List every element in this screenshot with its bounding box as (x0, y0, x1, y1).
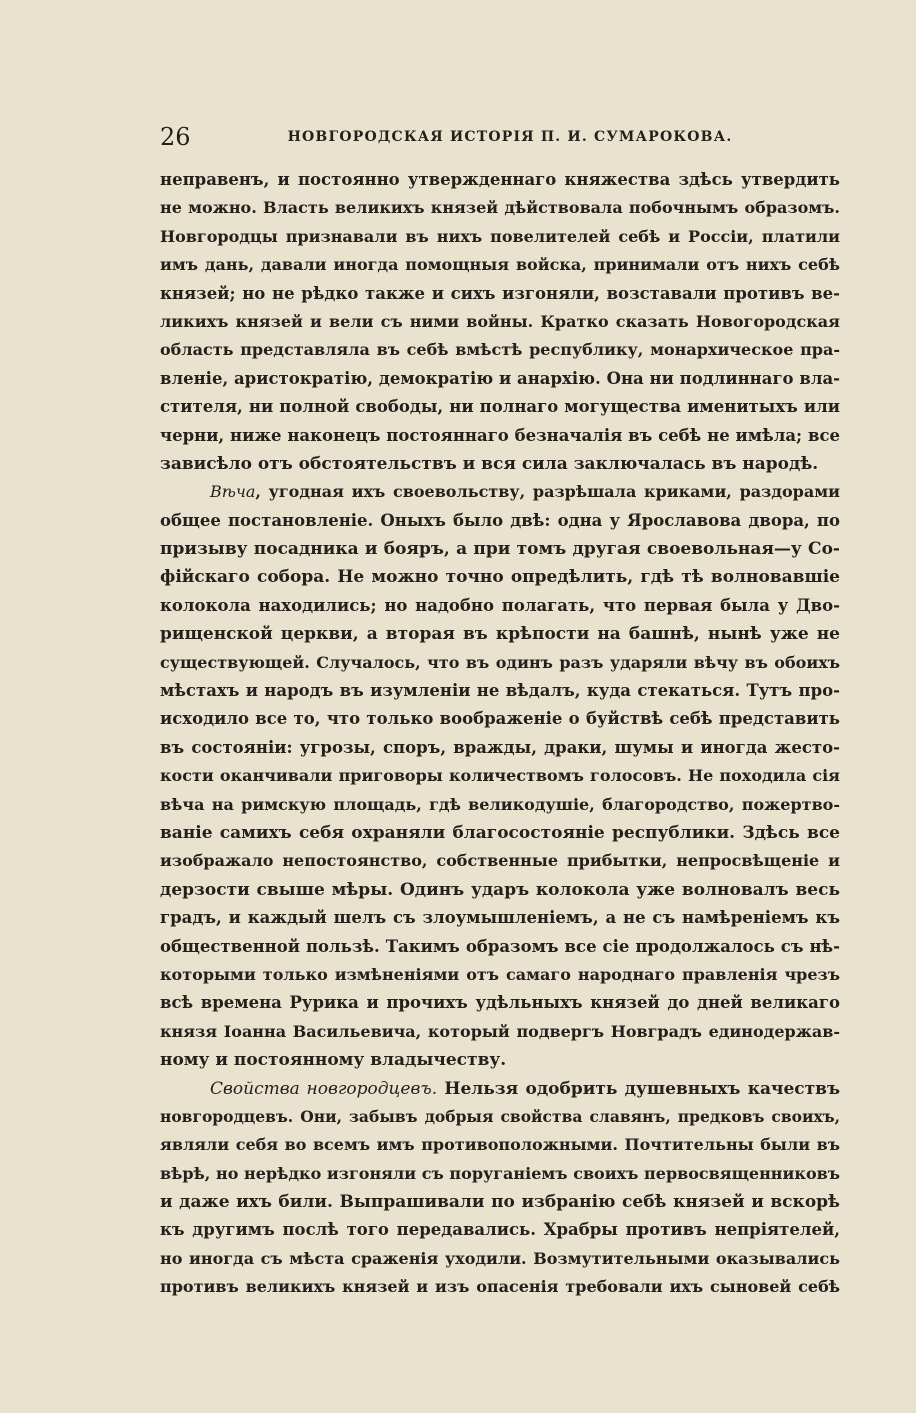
text-line: имъ дань, давали иногда помощныя войска, принимали отъ нихъ себѣ (160, 255, 840, 275)
text-line: вѣча на римскую площадь, гдѣ великодушіе, благородство, пожертво- (160, 794, 840, 814)
text-line: ликихъ князей и вели съ ними войны. Кратко сказать Новогородская (160, 311, 840, 331)
text-line: зависѣло отъ обстоятельствъ и вся сила заключалась въ народѣ. (160, 453, 819, 474)
text-line: стителя, ни полной свободы, ни полнаго могущества именитыхъ или (160, 397, 840, 417)
text-line: ваніе самихъ себя охраняли благосостояніе республики. Здѣсь все (160, 822, 840, 843)
text-line: противъ великихъ князей и изъ опасенія требовали ихъ сыновей себѣ (160, 1277, 840, 1297)
text-line: Новгородцы признавали въ нихъ повелителей себѣ и Россіи, платили (160, 226, 840, 246)
text-line: въ состояніи: угрозы, споръ, вражды, драки, шумы и иногда жесто- (160, 737, 840, 757)
page-number: 26 (160, 123, 191, 151)
text-line: изображало непостоянство, собственные прибытки, непросвѣщеніе и (160, 851, 840, 871)
text-line: дерзости свыше мѣры. Одинъ ударъ колокола уже волновалъ весь (160, 879, 840, 900)
page-header (160, 122, 840, 152)
page-body (160, 166, 840, 1302)
text-line: общее постановленіе. Оныхъ было двѣ: одна у Ярославова двора, по (160, 510, 840, 530)
text-line (160, 1075, 840, 1103)
text-line (160, 478, 840, 506)
text-line: кости оканчивали приговоры количествомъ голосовъ. Не походила сія (160, 766, 840, 786)
text-line: фійскаго собора. Не можно точно опредѣлить, гдѣ тѣ волновавшіе (160, 567, 840, 588)
text-line: черни, ниже наконецъ постояннаго безначалія въ себѣ не имѣла; все (160, 425, 840, 445)
paragraph-3 (160, 1075, 840, 1302)
text-line: общественной пользѣ. Такимъ образомъ все сіе продолжалось съ нѣ- (160, 936, 840, 956)
text-line: вленіе, аристократію, демократію и анархію. Она ни подлиннаго вла- (160, 368, 840, 388)
text-line: всѣ времена Рурика и прочихъ удѣльныхъ князей до дней великаго (160, 993, 840, 1013)
running-title: НОВГОРОДСКАЯ ИСТОРІЯ П. И. СУМАРОКОВА. (287, 129, 733, 145)
text-line: призыву посадника и бояръ, а при томъ другая своевольная—у Со- (160, 539, 840, 560)
text-line: градъ, и каждый шелъ съ злоумышленіемъ, а не съ намѣреніемъ къ (160, 908, 840, 928)
paragraph-lead-italic: Вѣча (210, 482, 256, 502)
text-line: существующей. Случалось, что въ одинъ разъ ударяли вѣчу въ обоихъ (160, 652, 840, 672)
text-line: исходило все то, что только воображеніе о буйствѣ себѣ представить (160, 709, 840, 729)
text-line: князей; но не рѣдко также и сихъ изгоняли, возставали противъ ве- (160, 283, 840, 303)
text-line: колокола находились; но надобно полагать, что первая была у Дво- (160, 595, 840, 615)
first-line-rest: , угодная ихъ своевольству, разрѣшала криками, раздорами (255, 482, 840, 502)
paragraph-1 (160, 166, 840, 478)
text-line: рищенской церкви, а вторая въ крѣпости на башнѣ, нынѣ уже не (160, 624, 840, 645)
text-line: и даже ихъ били. Выпрашивали по избранію себѣ князей и вскорѣ (160, 1192, 840, 1213)
text-line: но иногда съ мѣста сраженія уходили. Возмутительными оказывались (160, 1248, 840, 1268)
first-line-rest: Нельзя одобрить душевныхъ качествъ (437, 1078, 840, 1099)
text-line: ному и постоянному владычеству. (160, 1050, 507, 1071)
paragraph-2 (160, 478, 840, 1074)
text-line: мѣстахъ и народъ въ изумленіи не вѣдалъ, куда стекаться. Тутъ про- (160, 681, 840, 701)
text-line: князя Іоанна Васильевича, который подвергъ Новградъ единодержав- (160, 1021, 840, 1041)
text-line: не можно. Власть великихъ князей дѣйствовала побочнымъ образомъ. (160, 198, 840, 218)
text-line: область представляла въ себѣ вмѣстѣ республику, монархическое пра- (160, 340, 840, 360)
text-line: являли себя во всемъ имъ противоположными. Почтительны были въ (160, 1135, 840, 1155)
paragraph-lead-italic: Свойства новгородцевъ. (210, 1078, 438, 1099)
text-line: вѣрѣ, но нерѣдко изгоняли съ поруганіемъ своихъ первосвященниковъ (160, 1163, 840, 1183)
text-line: непpaвенъ, и постоянно утвержденнаго княжества здѣсь утвердить (160, 170, 840, 189)
text-line: которыми только измѣненіями отъ самаго народнаго правленія чрезъ (160, 964, 840, 984)
text-line: новгородцевъ. Они, забывъ добрыя свойства славянъ, предковъ своихъ, (160, 1106, 840, 1126)
text-line: къ другимъ послѣ того передавались. Храбры противъ непріятелей, (160, 1220, 840, 1240)
